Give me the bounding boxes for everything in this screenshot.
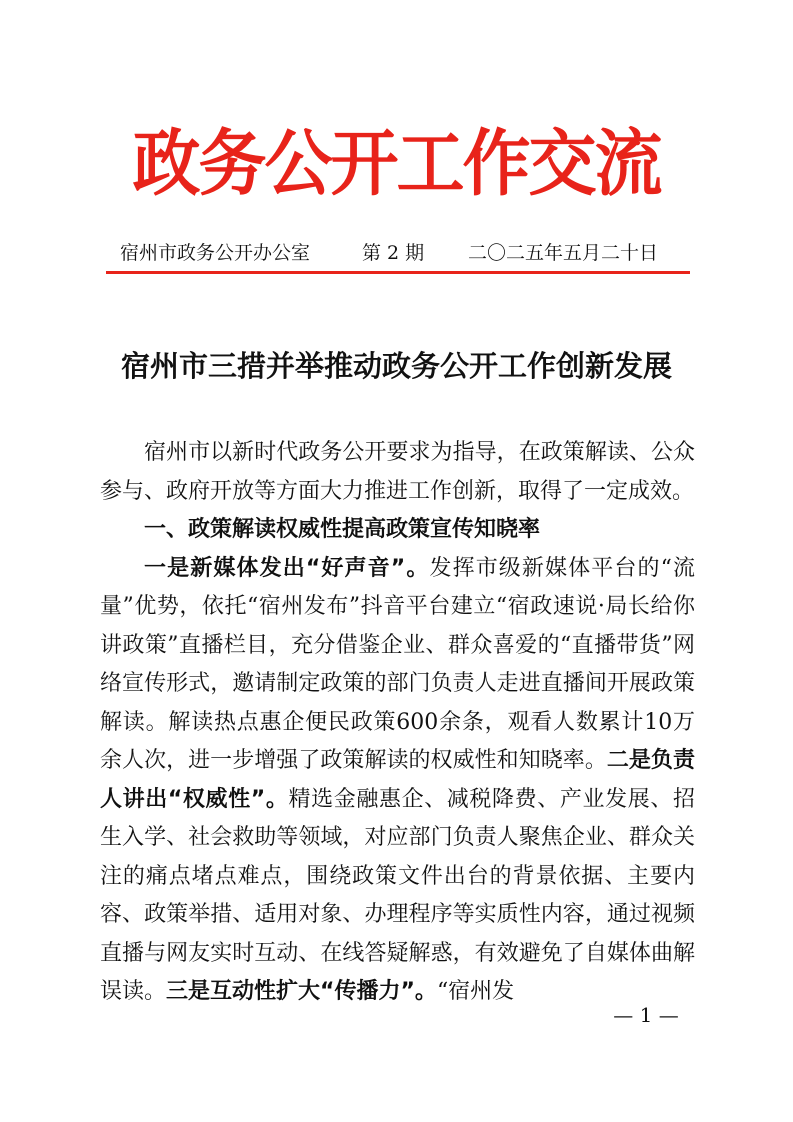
article-body — [100, 434, 695, 1012]
issue-number: 第 2 期 — [362, 242, 425, 264]
issuing-office: 宿州市政务公开办公室 — [120, 242, 311, 264]
masthead-title: 政务公开工作交流 — [132, 121, 661, 207]
lead-phrase: 二是负责人讲出“权威性”。 — [100, 748, 695, 812]
article-title: 宿州市三措并举推动政务公开工作创新发展 — [120, 349, 672, 383]
page-number: — 1 — — [613, 1003, 679, 1027]
issue-date: 二〇二五年五月二十日 — [468, 242, 659, 264]
lead-phrase: 一是新媒体发出“好声音”。 — [144, 555, 430, 581]
paragraph-text: 精选金融惠企、减税降费、产业发展、招生入学、社会救助等领域，对应部门负责人聚焦企业、群众关注的痛点堵点难点，围绕政策文件出台的背景依据、主要内容、政策举措、适用对象、办理程序等实质性内容，通过视频直播与网友实时互动、在线答疑解惑，有效避免了自媒体曲解误读。 — [100, 786, 695, 1004]
masthead-divider — [106, 271, 690, 274]
body-paragraph — [100, 550, 695, 1012]
lead-phrase: 三是互动性扩大“传播力”。 — [166, 979, 437, 1004]
paragraph-text: “宿州发 — [436, 979, 515, 1004]
paragraph-text: 发挥市级新媒体平台的“流量”优势，依托“宿州发布”抖音平台建立“宿政速说·局长给你讲政策”直播栏目，充分借鉴企业、群众喜爱的“直播带货”网络宣传形式，邀请制定政策的部门负责人走进直播间开展政策解读。解读热点惠企便民政策600余条，观看人数累计10万余人次，进一步增强了政策解读的权威性和知晓率。 — [100, 555, 695, 773]
section-heading: 一、政策解读权威性提高政策宣传知晓率 — [144, 517, 541, 542]
intro-paragraph: 宿州市以新时代政务公开要求为指导，在政策解读、公众参与、政府开放等方面大力推进工作创新，取得了一定成效。 — [100, 440, 695, 504]
